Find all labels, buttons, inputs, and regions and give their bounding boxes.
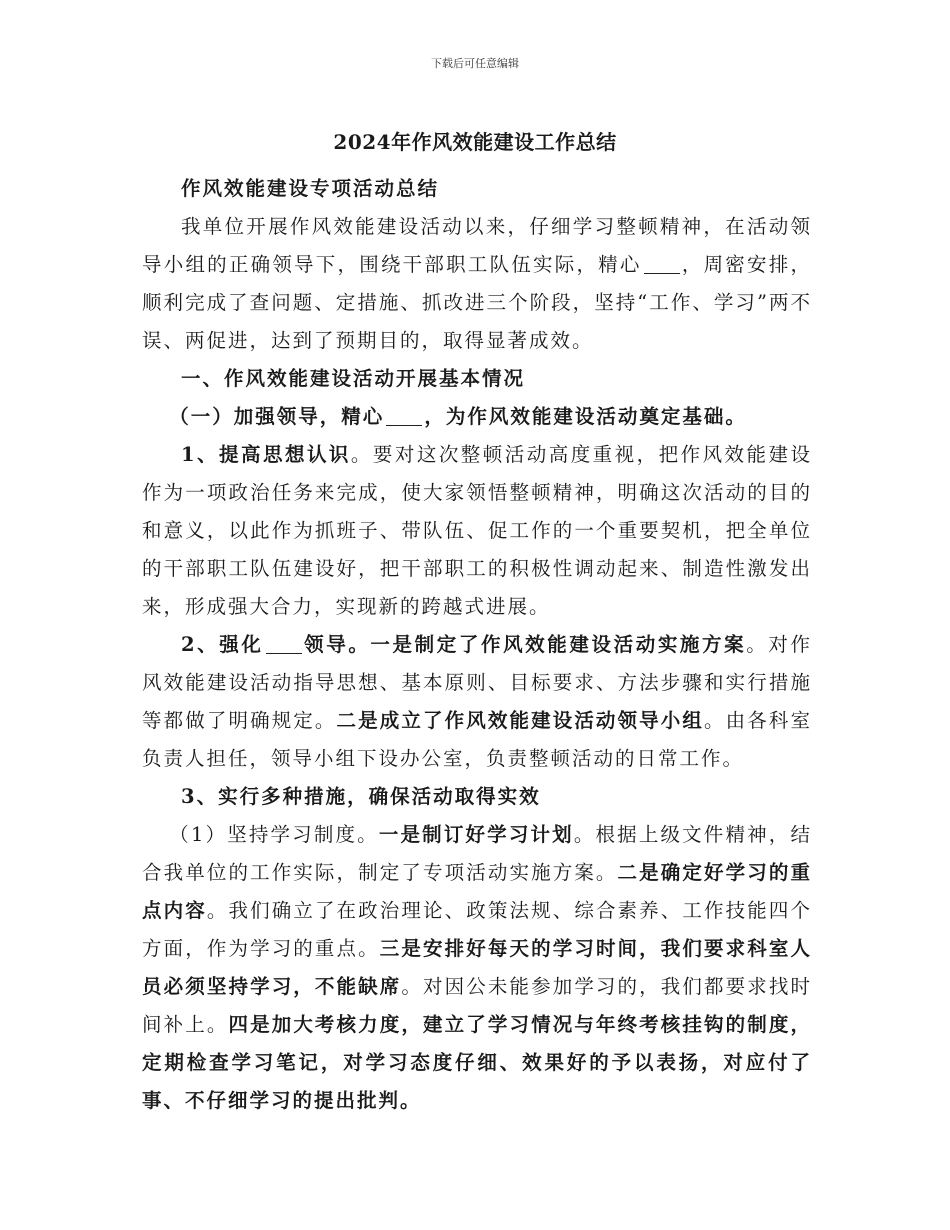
document-title: 2024年作风效能建设工作总结 <box>333 130 617 154</box>
paragraph-4-e: 。我们确立了在政治理论、政策法规、综合素养、工作技能四个方面，作为学习的重点。 <box>142 899 812 960</box>
paragraph-1-text: 。要对这次整顿活动高度重视，把作风效能建设作为一项政治任务来完成，使大家领悟整顿精神，明确这次活动的目的和意义，以此作为抓班子、带队伍、促工作的一个重要契机，把全单位的干部职工队伍建设好，把干部职工的积极性调动起来、制造性激发出来，形成强大合力，实现新的跨越式进展。 <box>142 443 812 618</box>
fill-blank <box>266 634 302 655</box>
paragraph-3-heading: 3、实行多种措施，确保活动取得实效 <box>181 785 541 808</box>
paragraph-2-text-a: 。对作风效能建设活动指导思想、基本原则、目标要求、方法步骤和实行措施等都做了明确规定。 <box>142 633 812 732</box>
paragraph-4 <box>142 816 812 1120</box>
paragraph-4-c: 。根据上级文件精神，结合我单位的工作实际，制定了专项活动实施方案。 <box>142 823 812 884</box>
intro-paragraph <box>142 208 812 360</box>
paragraph-1-lead: 1、提高思想认识 <box>181 443 351 466</box>
paragraph-4-f: 三是安排好每天的学习时间，我们要求科室人员必须坚持学习，不能缺席 <box>142 937 812 998</box>
subtitle: 作风效能建设专项活动总结 <box>181 177 440 200</box>
paragraph-2-lead-c: 二是成立了作风效能建设活动领导小组 <box>336 709 705 732</box>
section-heading-1: 一、作风效能建设活动开展基本情况 <box>181 367 526 390</box>
paragraph-4-d: 二是确定好学习的重点内容 <box>142 861 812 922</box>
paragraph-4-h: 四是加大考核力度，建立了学习情况与年终考核挂钩的制度，定期检查学习笔记，对学习态度仔细、效果好的予以表扬，对应付了事、不仔细学习的提出批判。 <box>142 1013 812 1112</box>
paragraph-2 <box>142 626 812 778</box>
paragraph-4-a: （1）坚持学习制度。 <box>169 823 379 846</box>
paragraph-4-b: 一是制订好学习计划 <box>378 823 574 846</box>
page-header-note: 下载后可任意编辑 <box>431 57 519 70</box>
document-body <box>142 170 812 1120</box>
paragraph-2-lead-a: 2、强化 <box>181 633 264 656</box>
heading-text-a: （一）加强领导，精心 <box>169 405 385 428</box>
intro-text-b: ，周密安排，顺利完成了查问题、定措施、抓改进三个阶段，坚持“工作、学习”两不误、两促进，达到了预期目的，取得显著成效。 <box>142 253 812 352</box>
paragraph-4-g: 。对因公未能参加学习的，我们都要求找时间补上。 <box>142 975 812 1036</box>
paragraph-2-lead-b: 领导。一是制定了作风效能建设活动实施方案 <box>303 633 747 656</box>
section-heading-1-1 <box>142 398 812 436</box>
fill-blank <box>386 406 422 427</box>
paragraph-2-text-b: 。由各科室负责人担任，领导小组下设办公室，负责整顿活动的日常工作。 <box>142 709 812 770</box>
fill-blank <box>644 254 680 275</box>
paragraph-1 <box>142 436 812 626</box>
intro-text-a: 我单位开展作风效能建设活动以来，仔细学习整顿精神，在活动领导小组的正确领导下，围绕干部职工队伍实际，精心 <box>142 215 812 276</box>
heading-text-b: ，为作风效能建设活动奠定基础。 <box>424 405 747 428</box>
